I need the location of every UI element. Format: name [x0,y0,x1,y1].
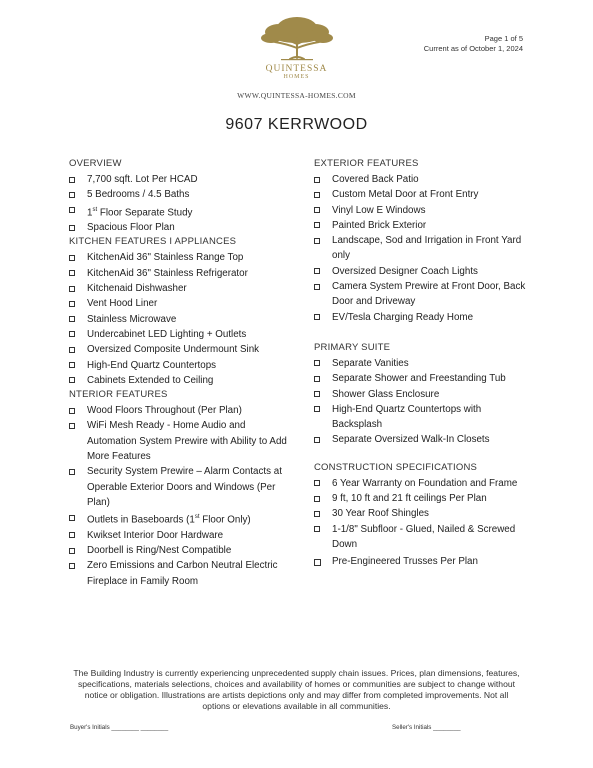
item-text: Stainless Microwave [87,313,177,325]
item-text: Wood Floors Throughout (Per Plan) [87,405,242,417]
checkbox-icon [69,532,75,538]
checkbox-icon [69,423,75,429]
list-item [69,510,294,528]
list-item [314,172,529,187]
list-item [69,266,294,281]
item-text: High-End Quartz Countertops [87,359,217,371]
left-column [69,157,294,589]
list-item [69,464,294,510]
item-text: Pre-Engineered Trusses Per Plan [332,556,478,568]
item-text: Kitchenaid Dishwasher [87,283,187,295]
section-title: EXTERIOR FEATURES [314,158,419,169]
checkbox-icon [69,270,75,276]
checkbox-icon [314,376,320,382]
list-item [314,371,529,386]
checkbox-icon [69,286,75,292]
checkbox-icon [314,496,320,502]
list-item [69,220,294,235]
item-text: Cabinets Extended to Ceiling [87,374,214,386]
section-primary-suite [314,341,529,448]
list-item [69,342,294,357]
list-item [69,558,294,589]
list-item [314,264,529,279]
list-item [314,491,529,506]
list-item [69,373,294,388]
current-as-of: Current as of October 1, 2024 [423,44,523,53]
checkbox-icon [314,284,320,290]
list-item [314,476,529,491]
section-title: PRIMARY SUITE [314,341,391,353]
checkbox-icon [314,177,320,183]
item-text: Custom Metal Door at Front Entry [332,189,479,201]
checkbox-icon [69,207,75,213]
buyer-initials: Buyer's Initials ________ ________ [70,724,169,731]
list-item [314,218,529,233]
item-text: Zero Emissions and Carbon Neutral Electric Fireplace in Family Room [87,560,278,587]
checkbox-icon [314,406,320,412]
list-item [69,281,294,296]
item-text: High-End Quartz Countertops with Backsplash [332,403,482,431]
list-item [314,310,529,325]
item-text: Vent Hood Liner [87,298,158,310]
list-item [69,327,294,342]
list-item [69,358,294,373]
list-item [69,528,294,543]
checkbox-icon [69,408,75,414]
checkbox-icon [69,515,75,521]
checkbox-icon [314,526,320,532]
checkbox-icon [69,347,75,353]
checkbox-icon [314,480,320,486]
item-text: Landscape, Sod and Irrigation in Front Yard only [332,235,522,262]
list-item [314,432,529,447]
checkbox-icon [314,511,320,517]
checkbox-icon [314,268,320,274]
item-text: Camera System Prewire at Front Door, Back Door and Driveway [332,281,526,308]
list-item [69,418,294,464]
item-text: Vinyl Low E Windows [332,204,426,216]
item-text: 1-1/8" Subfloor - Glued, Nailed & Screwed Down [332,523,516,550]
item-text: Doorbell is Ring/Nest Compatible [87,545,232,557]
list-item [69,187,294,202]
item-text: Painted Brick Exterior [332,219,427,231]
item-text: Kwikset Interior Door Hardware [87,529,224,541]
list-item [314,233,529,264]
checkbox-icon [69,255,75,261]
item-text: 6 Year Warranty on Foundation and Frame [332,477,518,489]
section-title: OVERVIEW [69,158,122,169]
tree-icon [257,14,337,62]
section-title: NTERIOR FEATURES [69,389,168,401]
item-text: Oversized Designer Coach Lights [332,265,478,277]
item-text: KitchenAid 36" Stainless Range Top [87,252,244,264]
checkbox-icon [69,469,75,475]
checkbox-icon [69,362,75,368]
item-text: Separate Vanities [332,357,409,369]
item-text: KitchenAid 36" Stainless Refrigerator [87,267,248,279]
item-text: Outlets in Baseboards (1st Floor Only) [87,514,251,526]
checkbox-icon [314,360,320,366]
item-text: 9 ft, 10 ft and 21 ft ceilings Per Plan [332,493,487,505]
item-text: 30 Year Roof Shingles [332,508,429,520]
list-item [314,522,529,553]
item-text: EV/Tesla Charging Ready Home [332,311,474,323]
item-text: Spacious Floor Plan [87,222,175,234]
section-title: CONSTRUCTION SPECIFICATIONS [314,461,478,473]
section-kitchen [69,235,294,388]
item-text: Oversized Composite Undermount Sink [87,344,260,356]
list-item [314,203,529,218]
disclaimer: The Building Industry is currently experiencing unprecedented supply chain issues. Prices, plan dimensions, features, specifications, materials selections, choices and availability of homes or communities are subject to change without notice or obligation. Illustrations are artists depictions only and may differ from completed improvements. Not all options or elevations available in all communities. [73,668,520,711]
section-construction [314,461,529,570]
checkbox-icon [69,192,75,198]
website-url: WWW.QUINTESSA-HOMES.COM [237,91,356,100]
checkbox-icon [69,316,75,322]
item-text: Undercabinet LED Lighting + Outlets [87,328,247,340]
list-item [69,543,294,558]
company-logo [0,14,593,100]
checkbox-icon [314,314,320,320]
checkbox-icon [314,437,320,443]
property-title: 9607 KERRWOOD [225,116,368,133]
brand-name: QUINTESSA [265,64,328,74]
checkbox-icon [314,391,320,397]
item-text: Shower Glass Enclosure [332,388,440,400]
list-item [69,403,294,418]
section-exterior [314,157,529,325]
checkbox-icon [69,548,75,554]
checkbox-icon [69,331,75,337]
list-item [69,296,294,311]
section-overview [69,157,294,235]
list-item [314,387,529,402]
list-item [69,312,294,327]
item-text: Separate Oversized Walk-In Closets [332,434,490,446]
list-item [314,356,529,371]
brand-subtitle: HOMES [283,74,310,80]
checkbox-icon [69,563,75,569]
checkbox-icon [69,225,75,231]
item-text: WiFi Mesh Ready - Home Audio and Automation System Prewire with Ability to Add More Features [87,420,287,463]
list-item [314,187,529,202]
item-text: 5 Bedrooms / 4.5 Baths [87,189,190,201]
checkbox-icon [314,238,320,244]
seller-initials: Seller's Initials ________ [392,724,461,731]
page-number: Page 1 of 5 [484,34,523,43]
list-item [314,402,529,433]
checkbox-icon [314,192,320,198]
item-text: 7,700 sqft. Lot Per HCAD [87,174,198,185]
checkbox-icon [314,559,321,566]
right-column [314,157,529,570]
item-text: Security System Prewire – Alarm Contacts at Operable Exterior Doors and Windows (Per Plan) [87,466,282,508]
checkbox-icon [69,377,75,383]
list-item [314,554,529,569]
section-interior [69,388,294,589]
list-item [314,279,529,310]
checkbox-icon [69,301,75,307]
item-text: Separate Shower and Freestanding Tub [332,373,506,385]
checkbox-icon [314,222,320,228]
checkbox-icon [69,177,75,183]
item-text: Covered Back Patio [332,174,419,185]
list-item [314,506,529,521]
checkbox-icon [314,207,320,213]
list-item [69,172,294,187]
list-item [69,250,294,265]
section-title: KITCHEN FEATURES I APPLIANCES [69,236,237,248]
item-text: 1st Floor Separate Study [87,206,193,218]
list-item [69,203,294,221]
